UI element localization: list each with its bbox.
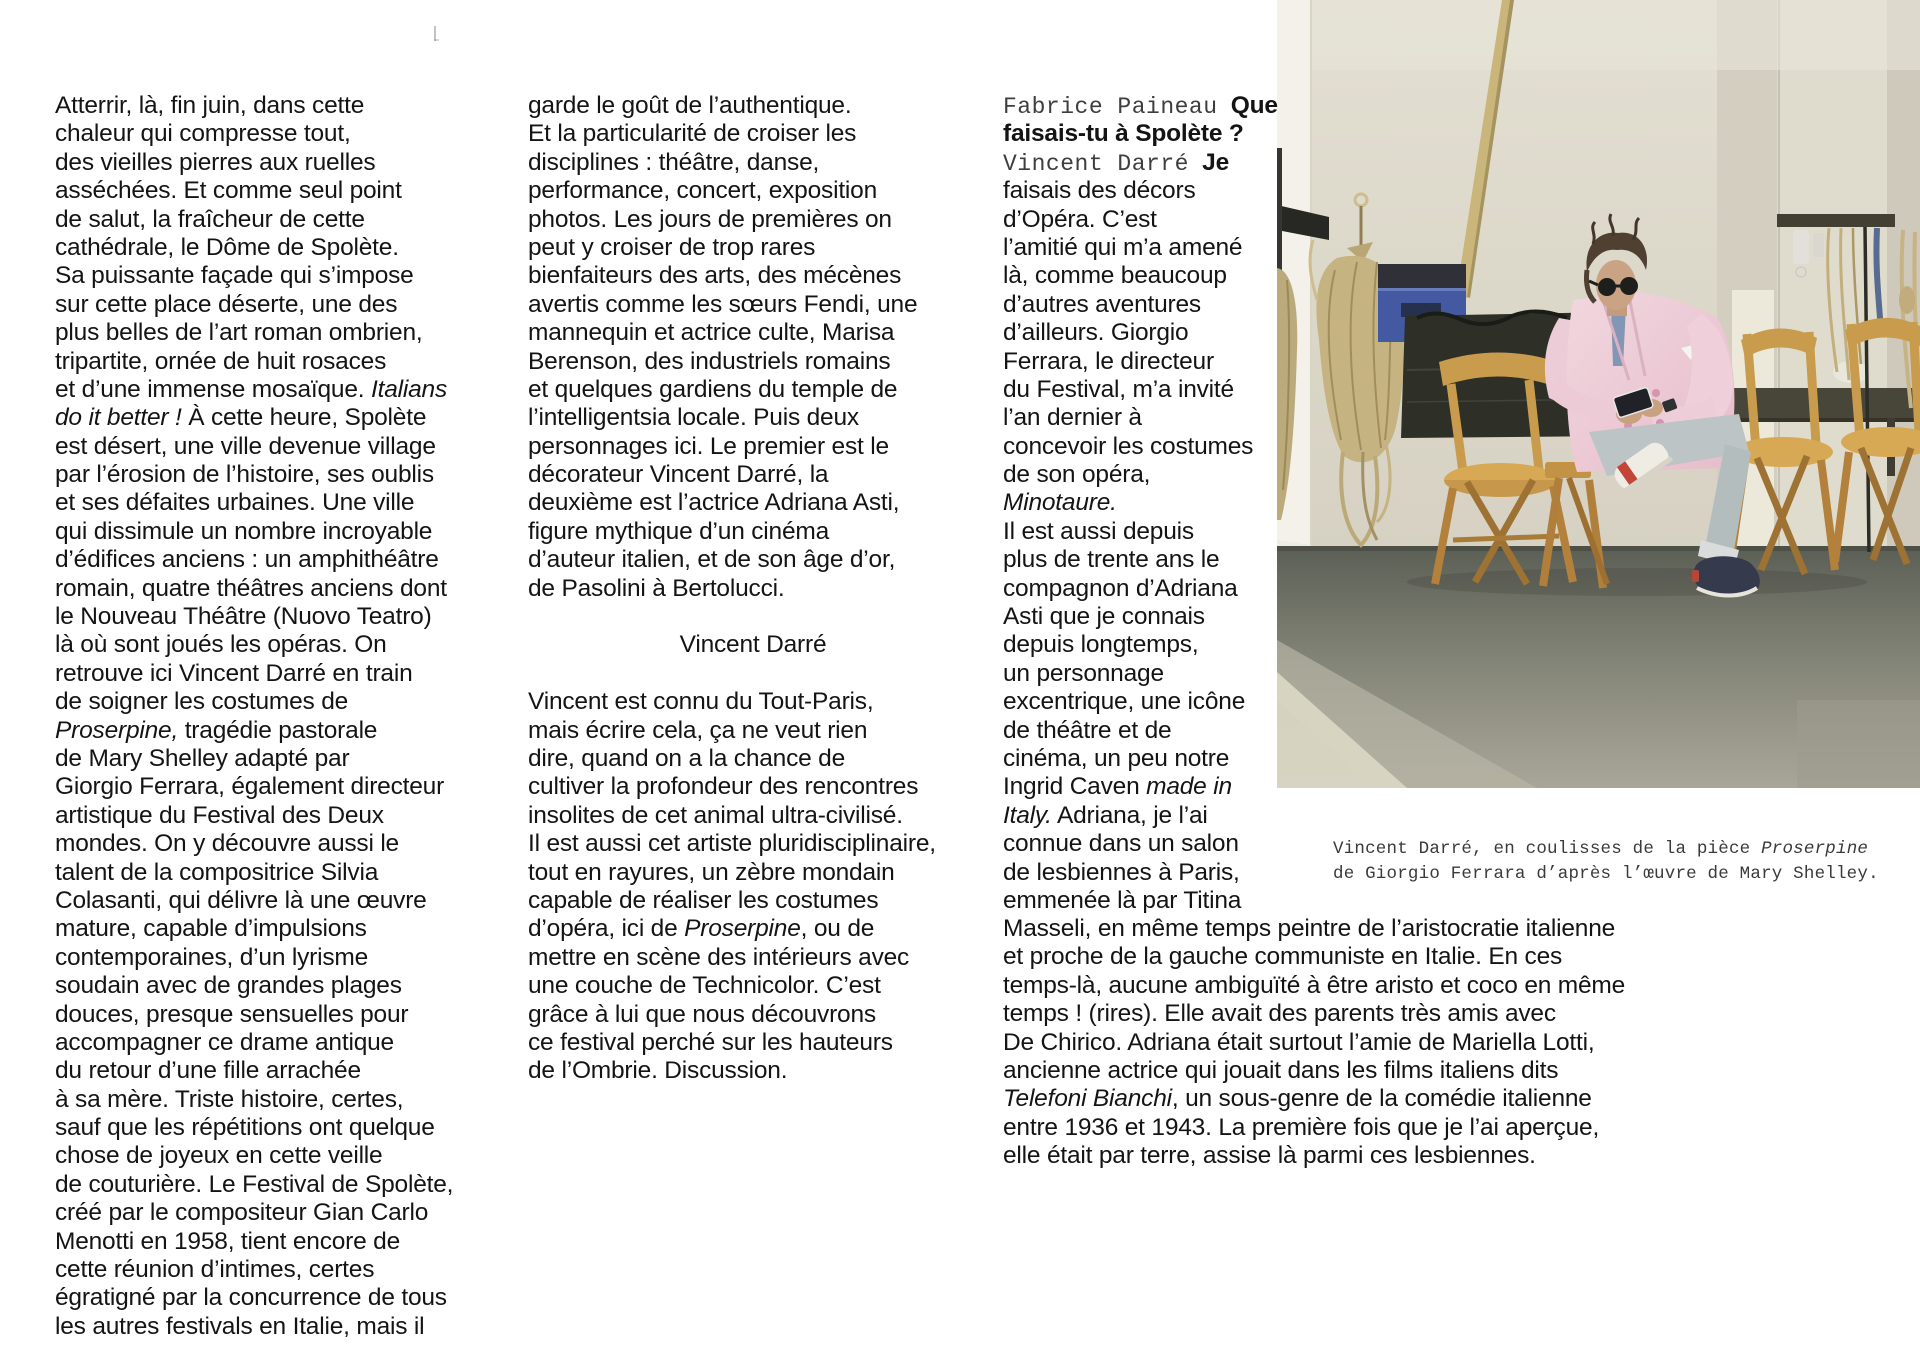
text-line: dire, quand on a la chance de [528,744,846,772]
article-column-1 [55,92,495,1341]
text-line: excentrique, une icône [1003,688,1246,716]
text-line [528,660,978,688]
text-line: photos. Les jours de premières on [528,205,892,233]
text-line: d’auteur italien, et de son âge d’or, [528,546,896,574]
text-line: Telefoni Bianchi, un sous-genre de la comédie italienne [1003,1085,1592,1113]
text-line: l’intelligentsia locale. Puis deux [528,404,859,432]
text-line: deuxième est l’actrice Adriana Asti, [528,489,900,517]
text-line: du retour d’une fille arrachée [55,1057,361,1085]
text-line: Masseli, en même temps peintre de l’aristocratie italienne [1003,915,1616,942]
text-line: sauf que les répétitions ont quelque [55,1114,435,1142]
text-line: d’ailleurs. Giorgio [1003,319,1189,347]
photo-caption [1333,833,1893,883]
text-line: figure mythique d’un cinéma [528,517,830,545]
text-line: mannequin et actrice culte, Marisa [528,319,895,347]
text-line: talent de la compositrice Silvia [55,858,379,886]
text-line: capable de réaliser les costumes [528,886,879,914]
text-line: accompagner ce drame antique [55,1028,394,1056]
text-line: d’autres aventures [1003,290,1201,318]
text-line: Menotti en 1958, tient encore de [55,1227,401,1255]
text-line: cultiver la profondeur des rencontres [528,773,919,801]
text-line: un personnage [1003,659,1164,687]
text-line: de Mary Shelley adapté par [55,744,350,772]
text-line: personnages ici. Le premier est le [528,432,889,460]
text-line: Berenson, des industriels romains [528,347,891,375]
text-line: temps ! (rires). Elle avait des parents très amis avec [1003,1000,1556,1028]
text-line: d’opéra, ici de Proserpine, ou de [528,915,875,943]
text-line: garde le goût de l’authentique. [528,92,852,119]
text-line: elle était par terre, assise là parmi ces lesbiennes. [1003,1142,1536,1170]
text-line [528,603,978,631]
text-line: une couche de Technicolor. C’est [528,972,881,1000]
text-line: Sa puissante façade qui s’impose [55,262,414,290]
text-line: do it better ! À cette heure, Spolète [55,404,427,432]
text-line: Vincent Darré, en coulisses de la pièce Proserpine [1333,839,1869,859]
text-line: contemporaines, d’un lyrisme [55,943,369,971]
text-line: grâce à lui que nous découvrons [528,1000,876,1028]
text-line: disciplines : théâtre, danse, [528,148,820,176]
text-line: concevoir les costumes [1003,432,1254,460]
text-line: Minotaure. [1003,489,1117,517]
text-line: tripartite, ornée de huit rosaces [55,347,387,375]
text-line: chose de joyeux en cette veille [55,1142,383,1170]
text-line: l’amitié qui m’a amené [1003,233,1243,261]
text-line: artistique du Festival des Deux [55,801,384,829]
text-line: Atterrir, là, fin juin, dans cette [55,92,365,119]
text-line: asséchées. Et comme seul point [55,177,402,205]
text-line: faisais-tu à Spolète ? [1003,120,1244,148]
text-line: sur cette place déserte, une des [55,290,398,318]
text-line: égratigné par la concurrence de tous [55,1284,447,1312]
text-line: De Chirico. Adriana était surtout l’amie de Mariella Lotti, [1003,1028,1595,1056]
text-line: de couturière. Le Festival de Spolète, [55,1170,454,1198]
text-line: Vincent Darré Je [1003,148,1230,177]
text-line: Il est aussi depuis [1003,517,1194,545]
text-line: par l’érosion de l’histoire, ses oublis [55,461,434,489]
text-line: chaleur qui compresse tout, [55,120,351,148]
text-line: mettre en scène des intérieurs avec [528,943,910,971]
text-line: cinéma, un peu notre [1003,744,1230,772]
text-line: qui dissimule un nombre incroyable [55,517,433,545]
text-line: Ingrid Caven made in [1003,773,1232,801]
text-line: temps-là, aucune ambiguïté à être aristo et coco en même [1003,971,1626,999]
text-line: l’an dernier à [1003,404,1142,432]
text-line: de soigner les costumes de [55,688,349,716]
text-line: Asti que je connais [1003,603,1205,631]
text-line: à sa mère. Triste histoire, certes, [55,1085,404,1113]
text-line: entre 1936 et 1943. La première fois que je l’ai aperçue, [1003,1113,1600,1141]
text-line: de lesbiennes à Paris, [1003,858,1240,886]
text-line: insolites de cet animal ultra-civilisé. [528,801,903,829]
text-line: et ses défaites urbaines. Une ville [55,489,415,517]
text-line: compagnon d’Adriana [1003,574,1238,602]
text-line: avertis comme les sœurs Fendi, une [528,290,918,318]
text-line: Ferrara, le directeur [1003,347,1214,375]
backstage-photo [1277,0,1920,788]
text-line: et quelques gardiens du temple de [528,375,898,403]
text-line: Fabrice Paineau Que [1003,92,1278,120]
text-line: mature, capable d’impulsions [55,915,367,943]
text-line: mondes. On y découvre aussi le [55,830,399,858]
text-line: Giorgio Ferrara, également directeur [55,773,445,801]
text-line: et proche de la gauche communiste en Italie. En ces [1003,943,1563,971]
text-line: de son opéra, [1003,461,1151,489]
text-line: d’édifices anciens : un amphithéâtre [55,546,439,574]
text-line: Vincent Darré [679,631,827,659]
text-line: créé par le compositeur Gian Carlo [55,1199,429,1227]
text-line: les autres festivals en Italie, mais il [55,1312,425,1340]
text-line: le Nouveau Théâtre (Nuovo Teatro) [55,603,432,631]
text-line: depuis longtemps, [1003,631,1199,659]
text-line: peut y croiser de trop rares [528,233,816,261]
text-line: ancienne actrice qui jouait dans les films italiens dits [1003,1056,1559,1084]
text-line: là, comme beaucoup [1003,262,1227,290]
text-line: cette réunion d’intimes, certes [55,1256,375,1284]
text-line: soudain avec de grandes plages [55,972,402,1000]
text-line: retrouve ici Vincent Darré en train [55,659,413,687]
text-line: de Giorgio Ferrara d’après l’œuvre de Mary Shelley. [1333,864,1879,884]
text-line: de Pasolini à Bertolucci. [528,574,785,602]
text-line: plus de trente ans le [1003,546,1220,574]
text-line: douces, presque sensuelles pour [55,1000,409,1028]
article-column-2 [528,92,978,1086]
text-line: de salut, la fraîcheur de cette [55,205,365,233]
text-line: emmenée là par Titina [1003,886,1242,914]
article-column-wide [1003,915,1723,1171]
text-line: Colasanti, qui délivre là une œuvre [55,886,427,914]
text-line: Il est aussi cet artiste pluridisciplinaire, [528,830,936,858]
text-line: décorateur Vincent Darré, la [528,461,829,489]
photo-tone [1277,0,1920,788]
text-line: là où sont joués les opéras. On [55,631,387,659]
text-line: faisais des décors [1003,177,1196,205]
text-line: connue dans un salon [1003,830,1239,858]
text-line: et d’une immense mosaïque. Italians [55,375,448,403]
print-artifact-mark [434,39,439,41]
text-line: des vieilles pierres aux ruelles [55,148,376,176]
text-line: tout en rayures, un zèbre mondain [528,858,895,886]
text-line: plus belles de l’art roman ombrien, [55,319,423,347]
text-line: Italy. Adriana, je l’ai [1003,801,1208,829]
text-line: cathédrale, le Dôme de Spolète. [55,233,399,261]
text-line: de l’Ombrie. Discussion. [528,1057,788,1085]
text-line: Proserpine, tragédie pastorale [55,716,378,744]
text-line: est désert, une ville devenue village [55,432,436,460]
text-line: performance, concert, exposition [528,177,878,205]
text-line: d’Opéra. C’est [1003,205,1157,233]
text-line: de théâtre et de [1003,716,1172,744]
text-line: bienfaiteurs des arts, des mécènes [528,262,902,290]
text-line: Et la particularité de croiser les [528,120,857,148]
text-line: ce festival perché sur les hauteurs [528,1028,893,1056]
text-line: Vincent est connu du Tout-Paris, [528,688,874,716]
text-line: du Festival, m’a invité [1003,375,1234,403]
text-line: mais écrire cela, ça ne veut rien [528,716,868,744]
text-line: romain, quatre théâtres anciens dont [55,574,447,602]
article-column-3-interview [1003,92,1303,915]
